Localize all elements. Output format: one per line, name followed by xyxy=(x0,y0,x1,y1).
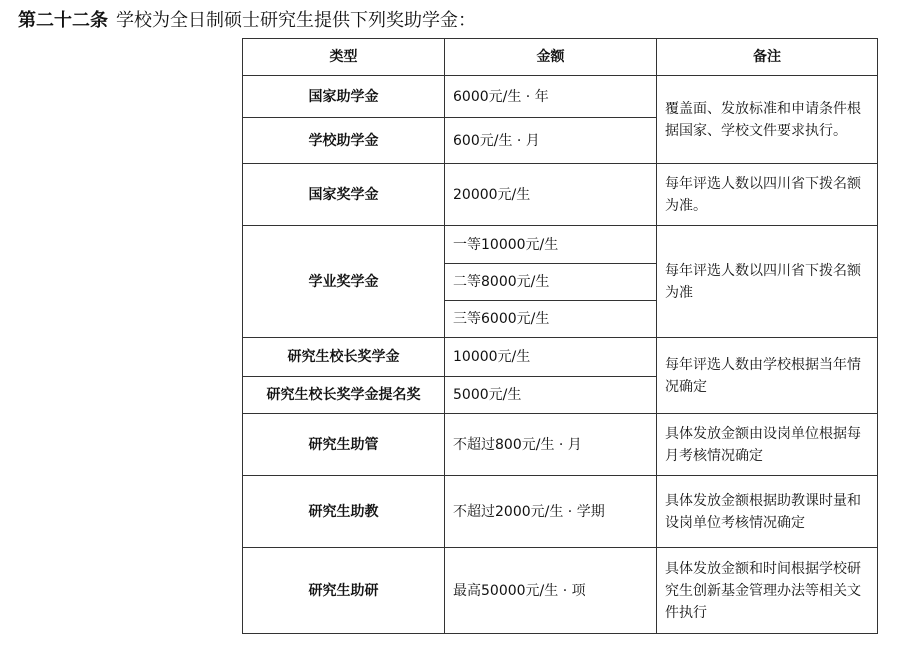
article-text: 学校为全日制硕士研究生提供下列奖助学金： xyxy=(116,10,476,31)
table-row xyxy=(243,226,878,264)
article-heading xyxy=(18,8,476,34)
type-cell: 学业奖学金 xyxy=(243,226,445,338)
amount-cell: 不超过800元/生 · 月 xyxy=(445,414,657,476)
type-cell: 研究生校长奖学金 xyxy=(243,338,445,377)
header-type: 类型 xyxy=(243,39,445,76)
header-note: 备注 xyxy=(657,39,878,76)
note-cell: 具体发放金额由设岗单位根据每月考核情况确定 xyxy=(657,414,878,476)
table-row xyxy=(243,414,878,476)
type-cell: 国家奖学金 xyxy=(243,164,445,226)
table-row xyxy=(243,548,878,634)
type-cell: 研究生助教 xyxy=(243,476,445,548)
note-cell: 覆盖面、发放标准和申请条件根据国家、学校文件要求执行。 xyxy=(657,76,878,164)
amount-cell: 最高50000元/生 · 项 xyxy=(445,548,657,634)
type-cell: 学校助学金 xyxy=(243,118,445,164)
type-cell: 研究生校长奖学金提名奖 xyxy=(243,377,445,414)
note-cell: 具体发放金额根据助教课时量和设岗单位考核情况确定 xyxy=(657,476,878,548)
header-amount: 金额 xyxy=(445,39,657,76)
amount-cell: 6000元/生 · 年 xyxy=(445,76,657,118)
amount-cell: 5000元/生 xyxy=(445,377,657,414)
table-row xyxy=(243,338,878,377)
amount-cell: 二等8000元/生 xyxy=(445,264,657,301)
type-cell: 研究生助研 xyxy=(243,548,445,634)
amount-cell: 不超过2000元/生 · 学期 xyxy=(445,476,657,548)
amount-cell: 三等6000元/生 xyxy=(445,301,657,338)
article-number: 第二十二条 xyxy=(18,10,108,31)
type-cell: 国家助学金 xyxy=(243,76,445,118)
table-header-row xyxy=(243,39,878,76)
amount-cell: 一等10000元/生 xyxy=(445,226,657,264)
table-row xyxy=(243,164,878,226)
table-row xyxy=(243,76,878,118)
table-row xyxy=(243,476,878,548)
scholarship-table xyxy=(242,38,878,634)
type-cell: 研究生助管 xyxy=(243,414,445,476)
amount-cell: 10000元/生 xyxy=(445,338,657,377)
amount-cell: 20000元/生 xyxy=(445,164,657,226)
note-cell: 具体发放金额和时间根据学校研究生创新基金管理办法等相关文件执行 xyxy=(657,548,878,634)
note-cell: 每年评选人数以四川省下拨名额为准。 xyxy=(657,164,878,226)
note-cell: 每年评选人数由学校根据当年情况确定 xyxy=(657,338,878,414)
amount-cell: 600元/生 · 月 xyxy=(445,118,657,164)
note-cell: 每年评选人数以四川省下拨名额为准 xyxy=(657,226,878,338)
